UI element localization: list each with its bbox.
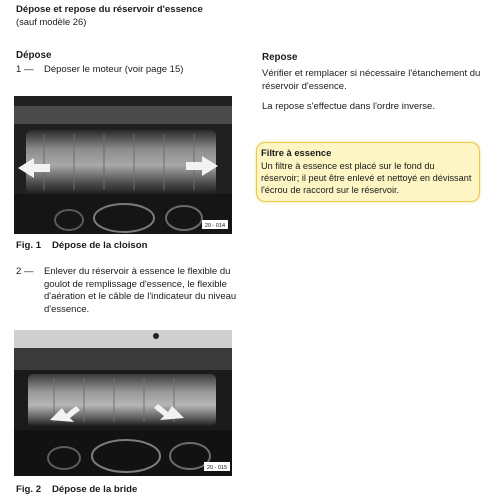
- engine-bay-photo-2: [14, 330, 232, 476]
- repose-heading: Repose: [262, 52, 298, 63]
- figure-2-ref: 20 - 015: [206, 465, 228, 471]
- figure-2-label: Fig. 2: [16, 484, 42, 495]
- depose-heading: Dépose: [16, 50, 52, 61]
- figure-1-ref: 20 - 014: [204, 223, 226, 229]
- figure-1-label: Fig. 1: [16, 240, 42, 251]
- page-subtitle: (sauf modèle 26): [16, 16, 87, 27]
- repose-paragraph-2: La repose s'effectue dans l'ordre inverse.: [262, 101, 435, 112]
- note-text: Un filtre à essence est placé sur le fond du réservoir; il peut être enlevé et nettoyé en dévissant l'écrou de raccord sur le réservoir.: [261, 161, 472, 196]
- fuel-filter-note: [256, 142, 480, 202]
- figure-1-caption: [16, 240, 241, 253]
- step-1: [16, 64, 241, 77]
- note-title: Filtre à essence: [261, 147, 332, 158]
- step-2: [16, 266, 238, 316]
- figure-1-photo: [14, 96, 232, 234]
- figure-2-caption: [16, 484, 241, 497]
- step-text: Déposer le moteur (voir page 15): [44, 64, 184, 75]
- repose-paragraph-1: Vérifier et remplacer si nécessaire l'étanchement du réservoir d'essence.: [262, 68, 481, 92]
- figure-2-caption-text: Dépose de la bride: [52, 484, 138, 495]
- bolt-icon: [153, 333, 159, 339]
- page-title: Dépose et repose du réservoir d'essence: [16, 4, 203, 15]
- step-number: 2 —: [16, 266, 34, 277]
- step-number: 1 —: [16, 64, 34, 75]
- step-text: Enlever du réservoir à essence le flexible du goulot de remplissage d'essence, le flexible d'aération et le câble de l'indicateur du niveau d'essence.: [44, 266, 237, 315]
- figure-2-photo: [14, 330, 232, 476]
- figure-1-caption-text: Dépose de la cloison: [52, 240, 148, 251]
- engine-bay-photo-1: [14, 96, 232, 234]
